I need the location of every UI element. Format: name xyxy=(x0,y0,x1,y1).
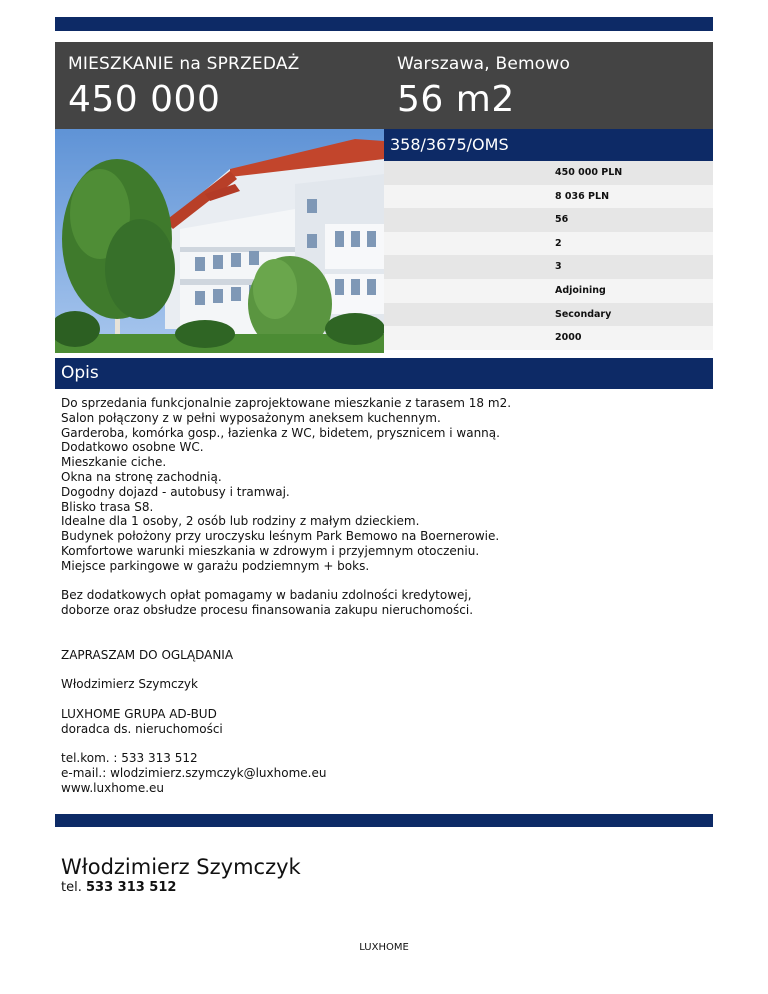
description-line: Garderoba, komórka gosp., łazienka z WC, bidetem, prysznicem i wanną. xyxy=(61,425,500,440)
agent-card xyxy=(61,854,301,896)
description-line: Bez dodatkowych opłat pomagamy w badaniu zdolności kredytowej, xyxy=(61,588,472,603)
agent-name: Włodzimierz Szymczyk xyxy=(61,855,301,879)
description-line: Do sprzedania funkcjonalnie zaprojektowane mieszkanie z tarasem 18 m2. xyxy=(61,396,512,410)
description-heading: Opis xyxy=(55,358,713,389)
contact-block xyxy=(61,751,701,795)
description-line: Budynek położony przy uroczysku leśnym Park Bemowo na Boernerowie. xyxy=(61,529,500,544)
description-line: Okna na stronę zachodnią. xyxy=(61,469,222,484)
detail-row-year-built: 2000 xyxy=(384,326,713,350)
description-line: Salon połączony z w pełni wyposażonym aneksem kuchennym. xyxy=(61,410,441,425)
listing-details xyxy=(384,129,713,350)
company-name: LUXHOME GRUPA AD-BUD xyxy=(61,706,217,721)
detail-row-market: Secondary xyxy=(384,303,713,327)
top-accent-bar xyxy=(55,17,713,31)
detail-row-area: 56 xyxy=(384,208,713,232)
description-line: doborze oraz obsłudze procesu finansowania zakupu nieruchomości. xyxy=(61,603,474,618)
apartment-building-photo xyxy=(55,129,384,353)
header-left xyxy=(68,54,300,122)
detail-row-price-per-m2: 8 036 PLN xyxy=(384,185,713,209)
description-paragraph-2 xyxy=(61,588,701,618)
contact-website: www.luxhome.eu xyxy=(61,780,165,795)
price-headline: 450 000 xyxy=(68,79,221,120)
agent-phone-label: tel. xyxy=(61,880,82,895)
description-body xyxy=(61,396,701,810)
agent-signature xyxy=(61,677,701,692)
description-line: Dodatkowo osobne WC. xyxy=(61,440,204,455)
description-line: Mieszkanie ciche. xyxy=(61,455,167,470)
description-paragraph-1 xyxy=(61,396,701,574)
signature-name: Włodzimierz Szymczyk xyxy=(61,677,198,692)
description-line: Idealne dla 1 osoby, 2 osób lub rodziny z małym dzieckiem. xyxy=(61,514,420,529)
contact-phone: tel.kom. : 533 313 512 xyxy=(61,751,198,766)
contact-email: e-mail.: wlodzimierz.szymczyk@luxhome.eu xyxy=(61,765,327,780)
description-line: Dogodny dojazd - autobusy i tramwaj. xyxy=(61,484,290,499)
invite-line: ZAPRASZAM DO OGLĄDANIA xyxy=(61,647,234,662)
detail-row-price: 450 000 PLN xyxy=(384,161,713,185)
bottom-accent-bar xyxy=(55,814,713,827)
header-right xyxy=(397,54,570,122)
description-line: Komfortowe warunki mieszkania w zdrowym i przyjemnym otoczeniu. xyxy=(61,543,480,558)
detail-row-kitchen: Adjoining xyxy=(384,279,713,303)
detail-row-rooms: 2 xyxy=(384,232,713,256)
description-line: Blisko trasa S8. xyxy=(61,499,154,514)
company-block xyxy=(61,707,701,737)
agent-role: doradca ds. nieruchomości xyxy=(61,721,223,736)
offer-type: MIESZKANIE na SPRZEDAŻ xyxy=(68,54,300,74)
invite-text xyxy=(61,648,701,663)
listing-header xyxy=(55,42,713,129)
footer-brand: LUXHOME xyxy=(359,942,409,953)
area-headline: 56 m2 xyxy=(397,79,515,120)
detail-row-floor: 3 xyxy=(384,255,713,279)
agent-phone-number: 533 313 512 xyxy=(85,880,177,895)
listing-code: 358/3675/OMS xyxy=(384,129,713,161)
location: Warszawa, Bemowo xyxy=(397,54,571,74)
description-line: Miejsce parkingowe w garażu podziemnym + boks. xyxy=(61,558,370,573)
agent-phone xyxy=(61,880,301,896)
